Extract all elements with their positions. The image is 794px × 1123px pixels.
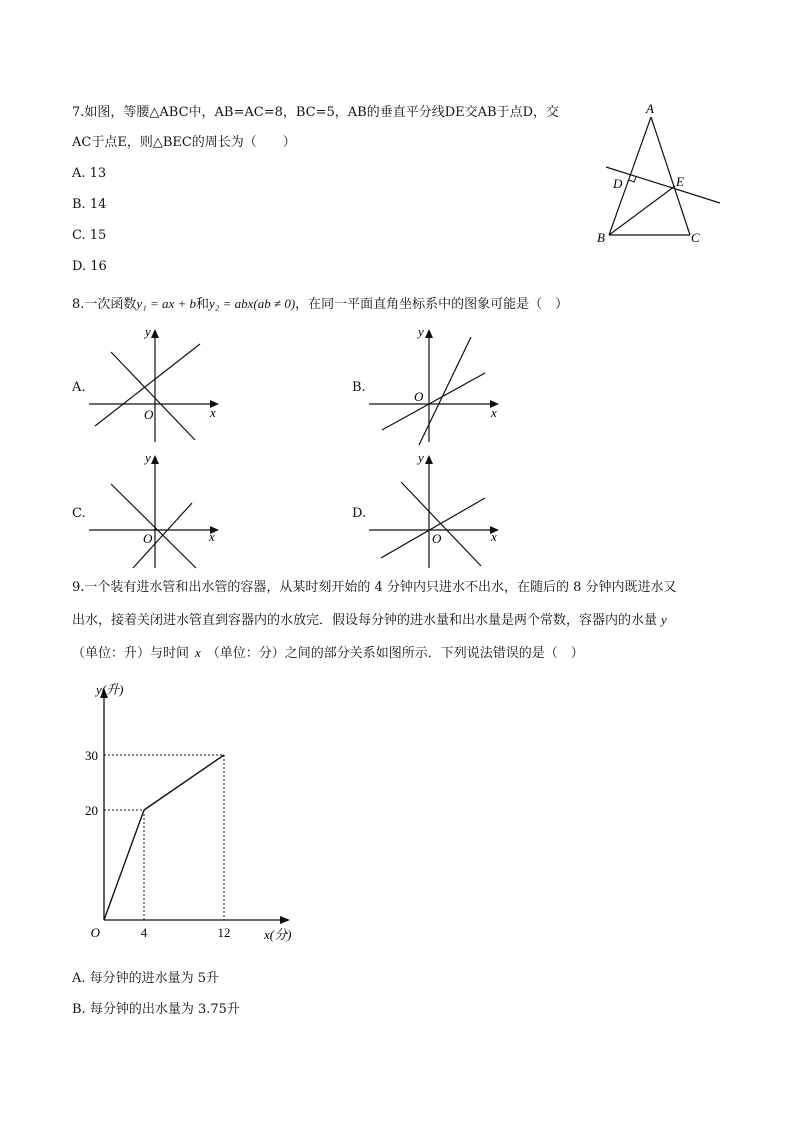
q8-mid: 和 <box>196 297 210 312</box>
q8-graph-c <box>85 448 235 568</box>
q9-option-a[interactable]: A. 每分钟的进水量为 5升 <box>72 971 220 986</box>
label-a: A <box>646 101 654 116</box>
q8-option-c[interactable]: C. <box>72 506 86 521</box>
label-b: B <box>597 230 605 245</box>
q7-option-d[interactable]: D. 16 <box>72 259 107 274</box>
q9-text-line3 <box>72 645 584 662</box>
q9-line3-var: x <box>195 645 201 660</box>
q8-graph-a <box>85 322 235 442</box>
x-tick-label: 4 <box>140 925 148 940</box>
axis-y-label: y <box>418 324 424 339</box>
origin-label: O <box>90 925 100 940</box>
q7-option-c[interactable]: C. 15 <box>72 228 107 243</box>
q8-option-d[interactable]: D. <box>352 506 367 521</box>
q9-line3-b: （单位：分）之间的部分关系如图所示．下列说法错误的是（ ） <box>206 646 584 661</box>
segment-be <box>609 186 675 235</box>
origin-label: O <box>432 531 442 546</box>
axis-y-label: y <box>145 324 151 339</box>
axis-y-label: y <box>145 450 151 465</box>
q7-triangle-figure <box>590 100 730 250</box>
graph-line-2 <box>111 352 195 440</box>
x-axis-label: x(分) <box>264 927 292 942</box>
perpendicular-bisector-de <box>606 167 720 203</box>
q8-option-a[interactable]: A. <box>72 380 86 395</box>
y-axis-arrow-icon <box>151 455 159 464</box>
q8-option-b[interactable]: B. <box>352 380 366 395</box>
axis-x-label: x <box>491 529 497 544</box>
label-d: D <box>613 176 623 191</box>
q7-option-b[interactable]: B. 14 <box>72 197 107 212</box>
y-axis-arrow-icon <box>151 329 159 338</box>
y-axis-arrow-icon <box>425 329 433 338</box>
series-segment <box>144 755 224 810</box>
graph-line-2 <box>133 503 192 568</box>
q9-option-b[interactable]: B. 每分钟的出水量为 3.75升 <box>72 1002 240 1017</box>
series-segment <box>104 810 144 920</box>
q8-suffix: ，在同一平面直角坐标系中的图象可能是（ ） <box>295 297 569 312</box>
q9-water-volume-chart <box>80 680 320 950</box>
q7-text-line1: 7.如图，等腰△ABC中，AB=AC=8，BC=5，AB的垂直平分线DE交AB于点D，交 <box>72 105 559 120</box>
axis-x-label: x <box>210 405 216 420</box>
axis-x-label: x <box>209 529 215 544</box>
graph-line-1 <box>419 337 471 445</box>
label-e: E <box>676 174 684 189</box>
triangle-side-ac <box>651 117 690 235</box>
q8-graph-b <box>367 322 517 442</box>
x-tick-label: 12 <box>217 925 231 940</box>
graph-line-2 <box>382 373 485 430</box>
q9-line2-var: y <box>661 612 667 627</box>
q8-graph-d <box>367 448 517 568</box>
q9-text-line1: 9.一个装有进水管和出水管的容器，从某时刻开始的 4 分钟内只进水不出水，在随后的 8 分钟内既进水又 <box>72 580 677 595</box>
q8-prefix: 8.一次函数 <box>72 297 137 312</box>
right-angle-mark <box>629 177 636 182</box>
q8-text <box>72 296 568 313</box>
origin-label: O <box>143 531 153 546</box>
graph-line-1 <box>111 484 196 568</box>
q9-line2-text: 出水，接着关闭进水管直到容器内的水放完．假设每分钟的进水量和出水量是两个常数，容器内的水量 <box>72 613 658 628</box>
q9-text-line2 <box>72 612 667 629</box>
x-axis-arrow-icon <box>280 916 290 924</box>
axis-y-label: y <box>418 450 424 465</box>
q7-text-line2: AC于点E，则△BEC的周长为（ ） <box>72 135 296 150</box>
graph-line-2 <box>381 498 485 558</box>
y-axis-arrow-icon <box>425 455 433 464</box>
axis-x-label: x <box>491 405 497 420</box>
y-tick-label: 20 <box>85 803 98 818</box>
q7-option-a[interactable]: A. 13 <box>72 166 107 181</box>
origin-label: O <box>144 407 154 422</box>
q9-line3-a: （单位：升）与时间 <box>72 646 190 661</box>
label-c: C <box>691 230 700 245</box>
y-tick-label: 30 <box>85 748 98 763</box>
origin-label: O <box>414 389 424 404</box>
q8-formula-y1: y₁ = ax + b <box>136 296 197 311</box>
y-axis-label: y(升) <box>96 682 124 697</box>
q8-formula-y2: y₂ = abx(ab ≠ 0) <box>209 296 296 311</box>
